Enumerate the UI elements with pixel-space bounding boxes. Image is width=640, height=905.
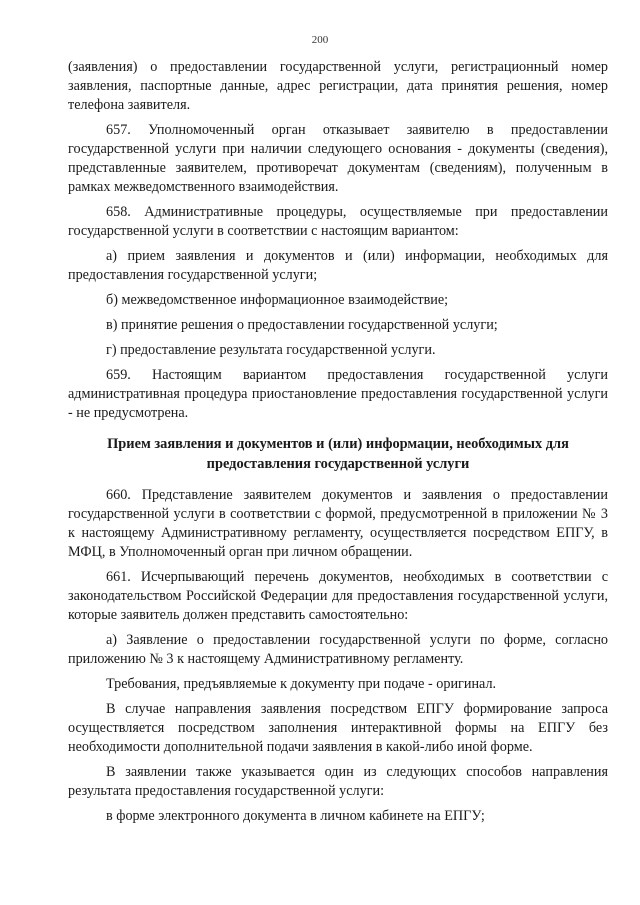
list-item-g: г) предоставление результата государственной услуги. (106, 342, 436, 358)
list-item-v: в) принятие решения о предоставлении государственной услуги; (106, 317, 498, 333)
paragraph-continuation: (заявления) о предоставлении государственной услуги, регистрационный номер заявления, паспортные данные, адрес регистрации, дата принятия решения, номер телефона заявителя. (68, 59, 608, 113)
section-heading: Прием заявления и документов и (или) информации, необходимых для предоставления государственной услуги (107, 436, 569, 472)
paragraph-electronic-form: в форме электронного документа в личном кабинете на ЕПГУ; (106, 808, 485, 824)
paragraph-epgu-submission: В случае направления заявления посредством ЕПГУ формирование запроса осуществляется посредством заполнения интерактивной формы на ЕПГУ без необходимости дополнительной подачи заявления в какой-либо иной форме. (68, 701, 608, 755)
paragraph-result-method: В заявлении также указывается один из следующих способов направления результата предоставления государственной услуги: (68, 764, 608, 799)
list-item-b: б) межведомственное информационное взаимодействие; (106, 292, 449, 308)
paragraph-657: 657. Уполномоченный орган отказывает заявителю в предоставлении государственной услуги при наличии следующего основания - документы (сведения), представленные заявителем, противоречат документам (сведениям), полученным в рамках межведомственного взаимодействия. (68, 122, 608, 195)
list-item-a: а) прием заявления и документов и (или) информации, необходимых для предоставления государственной услуги; (68, 248, 608, 283)
page-number: 200 (311, 34, 329, 46)
paragraph-659: 659. Настоящим вариантом предоставления государственной услуги административная процедура приостановление предоставления государственной услуги - не предусмотрена. (68, 367, 608, 421)
paragraph-661: 661. Исчерпывающий перечень документов, необходимых в соответствии с законодательством Российской Федерации для предоставления государственной услуги, которые заявитель должен представить самостоятельно: (68, 569, 608, 623)
paragraph-660: 660. Представление заявителем документов и заявления о предоставлении государственной услуги в соответствии с формой, предусмотренной в приложении № 3 к настоящему Административному регламенту, осуществляется посредством ЕПГУ, в МФЦ, в Уполномоченный орган при личном обращении. (68, 487, 608, 560)
paragraph-658: 658. Административные процедуры, осуществляемые при предоставлении государственной услуги в соответствии с настоящим вариантом: (68, 204, 608, 239)
list-item-a-application: а) Заявление о предоставлении государственной услуги по форме, согласно приложению № 3 к настоящему Административному регламенту. (68, 632, 608, 667)
paragraph-requirements: Требования, предъявляемые к документу при подаче - оригинал. (106, 676, 497, 692)
document-body (68, 58, 608, 832)
